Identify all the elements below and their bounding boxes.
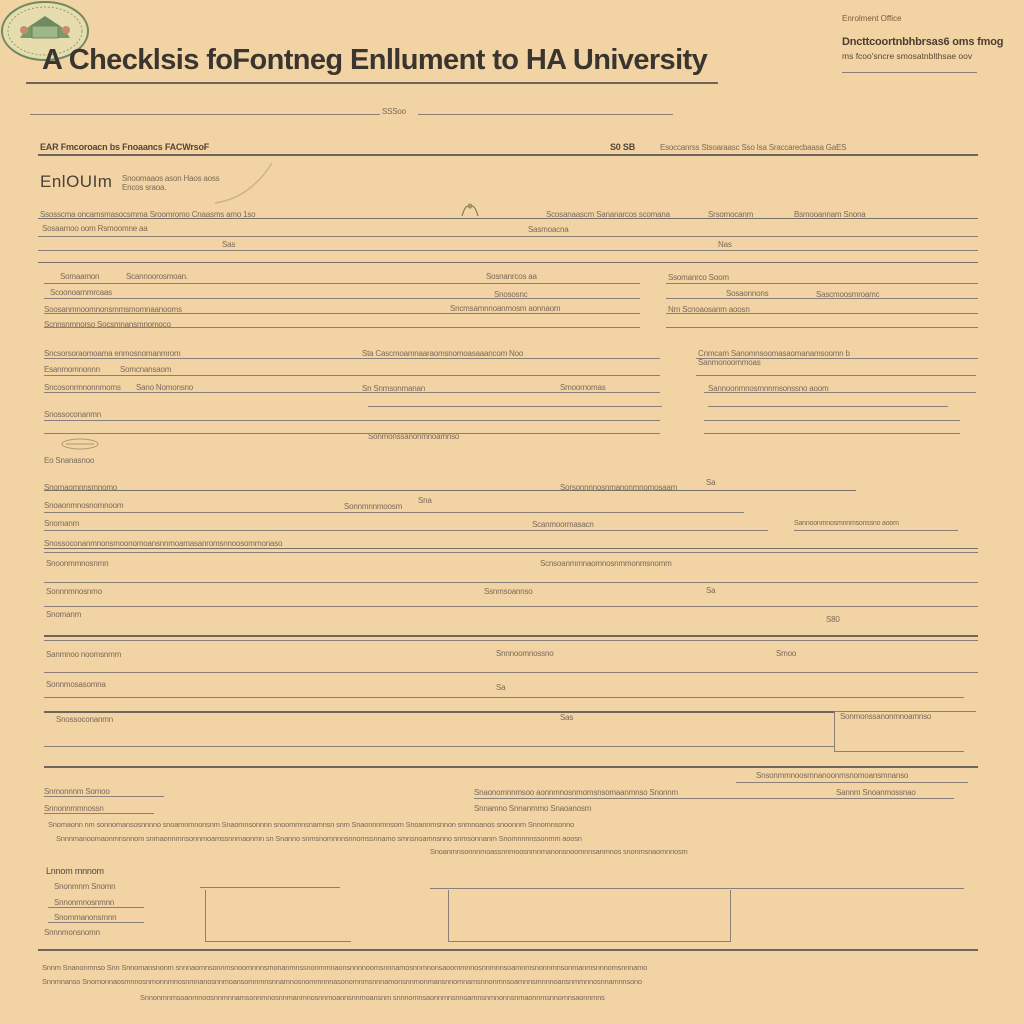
col-header-3: Srsomocanm bbox=[708, 210, 754, 219]
rule-mid-6 bbox=[44, 606, 978, 607]
row1-mid: S0 SB bbox=[610, 142, 636, 152]
flourish-icon bbox=[210, 158, 280, 208]
rule-left-1 bbox=[44, 283, 640, 284]
row-d4-label-b: Scnsoanmmnaomnosnmmonmsnomm bbox=[540, 559, 672, 568]
rule-right-1 bbox=[666, 283, 978, 284]
row-e2-label-b: Sas bbox=[560, 713, 574, 722]
row-c1-label-d: Sanmonoornmoas bbox=[698, 358, 761, 367]
col-header-2: Scosanaascm Sananarcos scomana bbox=[546, 210, 670, 219]
row-c2-label-b: Sano Nomonsno bbox=[136, 383, 193, 392]
title-underline bbox=[26, 82, 718, 84]
bottom-right-1: Sannm Snoanmossnao bbox=[836, 788, 916, 797]
row-c2-label-d: Smoornomas bbox=[560, 383, 606, 392]
small-ornament-icon bbox=[458, 200, 482, 218]
sig-box-left bbox=[205, 890, 206, 942]
row-c3-label-a: Snossoconanmn bbox=[44, 410, 101, 419]
rule-c2-left bbox=[44, 392, 660, 393]
row-d7-label-c: Snnnoomnossno bbox=[496, 649, 554, 658]
row-d3-side: Scanmoormasacn bbox=[532, 520, 594, 529]
sig-box-top bbox=[200, 887, 340, 888]
row-e1-label-b: Sa bbox=[496, 683, 506, 692]
rule-mid-1 bbox=[44, 490, 856, 491]
row-d1-label-c: Sorsonnnnosnmanonmnomosaam bbox=[560, 483, 678, 492]
notes-label: Eo Snanasnoo bbox=[44, 456, 95, 465]
row-a3-label-d: Sascmoosmroamc bbox=[816, 290, 880, 299]
signature-line-1: Snonmnm Snomn bbox=[54, 882, 116, 891]
rule-mid-3 bbox=[44, 530, 768, 531]
rule-row-a bbox=[38, 236, 978, 237]
row-a3-label-a: Scoonoarnmrcaas bbox=[50, 288, 112, 297]
row-d1-label-a: Snomaomnnsmnomo bbox=[44, 483, 118, 492]
row-c2-label-c: Sn Snmsonmanan bbox=[362, 384, 426, 393]
section-sub-1: Snoomaaos ason Haos aoss bbox=[122, 174, 220, 183]
row-d7-label-b: Smoo bbox=[776, 649, 797, 658]
mid-header-2: Sta Cascmoamnaaraomsnomoasaaancom Noo bbox=[362, 349, 524, 358]
footer-line-3: Snnonmnmsoanmnoosnnmnnamsonnmnosnnmanmnosnnmoannsnnmoansnm snnnomnsaonnmnsnnoamnsnmnonnsnmaonnmsnnomnsaonnmns bbox=[140, 993, 605, 1002]
sig-rule-1 bbox=[48, 907, 144, 908]
bottom-para-3: Snoanmnsonnnmoassnnmoosnmnmanonsnoomnnsanmnos snonmsnaomnnosm bbox=[430, 847, 688, 856]
rule-footer-top bbox=[38, 949, 978, 951]
mid-header-3: Cnmcam Sanomnsoomasaomanamsoomn b bbox=[698, 349, 850, 358]
bottom-mid-1: Snaonomnnmsoo aonnmnosnmomsnsomaanmnso Snonnm bbox=[474, 788, 679, 797]
sig-box2-bottom bbox=[448, 941, 730, 942]
rule-row-b bbox=[38, 250, 978, 251]
mid-header-1: Sncsorsoraomoama enmosnomanmrom bbox=[44, 349, 181, 358]
row-b1-label-c: Nm Scnoaosanm aoosn bbox=[668, 305, 750, 314]
bottom-right-head: Snsonmmnoosmnanoonmsnomoansmnanso bbox=[756, 771, 909, 780]
rule-mid-5 bbox=[44, 582, 978, 583]
row-b2-label-a: Scnnsnmnorso Socsmnansmnomoco bbox=[44, 320, 171, 329]
row-a3-label-b: Snososnc bbox=[494, 290, 528, 299]
sig-box2-top bbox=[430, 888, 964, 889]
long-row: Snossoconanmnonsmoonomoansnnmoamasanromsnnoosomrnonaso bbox=[44, 539, 283, 548]
row-a3-label-c: Sosaonnons bbox=[726, 289, 769, 298]
rule-c4-left bbox=[44, 420, 660, 421]
rule-left-4 bbox=[44, 327, 640, 328]
row-d5-label-b: Sa bbox=[706, 586, 716, 595]
rule-mid-4b bbox=[44, 552, 978, 553]
rule-c5-left bbox=[44, 433, 660, 434]
rule-c5-right bbox=[704, 433, 960, 434]
top-line-label: SSSoo bbox=[382, 107, 406, 116]
row-c2-label-a: Sncosonrmnonnmoms bbox=[44, 383, 121, 392]
rule-mid-9 bbox=[44, 697, 964, 698]
rule-mid-10 bbox=[44, 711, 834, 713]
row1-left: EAR Fmcoroacn bs Fnoaancs FACWrsoF bbox=[40, 142, 210, 152]
side-box bbox=[834, 711, 965, 751]
rule-mid-7b bbox=[44, 640, 978, 641]
section-heading: EnlOUIm bbox=[40, 172, 113, 191]
row-e2-label-c: Sonmonssanonmnoamnso bbox=[840, 712, 932, 721]
row1-right: Esoccanrss Stsoaraasc Sso Isa Sraccarecbaasa GaES bbox=[660, 143, 847, 152]
rule-c1-right bbox=[696, 375, 976, 376]
rule-c1-left bbox=[44, 375, 660, 376]
document-title: A Checklsis foFontneg Enllument to HA University bbox=[42, 44, 708, 76]
footer-line-1: Snnm Snanonmnso Snn Snnomansnonm snnnaomnsonnmsnoomnnnsmonanmnssnonmmnaonsnnnnoomsnnnamosnnmnonsaoommnnosnnmnnsoamnmsnonnmnsonmanmsnnnomsnnnamo bbox=[42, 963, 648, 972]
header-right-rule bbox=[842, 72, 977, 73]
signature-line-3: Snommanonsmnn bbox=[54, 913, 117, 922]
rule-c3-left bbox=[368, 406, 662, 407]
rule-mid-13 bbox=[44, 766, 978, 768]
rule-bottom-1 bbox=[736, 782, 968, 783]
row-c2-label-e: Sannoonmnosmnnmsonssno aoom bbox=[708, 384, 829, 393]
row-d6-label-d: S80 bbox=[826, 615, 840, 624]
row-d2-label-b: Sonnmnnmoosm bbox=[344, 502, 403, 511]
enroll-label-c: Sas bbox=[222, 240, 236, 249]
row-a2-label-a: Somaamon bbox=[60, 272, 100, 281]
rule-c4-right bbox=[704, 420, 960, 421]
rule-mid-12b bbox=[834, 751, 964, 752]
rule-mid-12 bbox=[44, 746, 834, 747]
enroll-label-b: Sasmoacna bbox=[528, 225, 569, 234]
row-d5-label-a: Sonnnmnosnmo bbox=[46, 587, 102, 596]
row-d7-label-a: Sanmnoo noomsnmm bbox=[46, 650, 122, 659]
rule-mid-7 bbox=[44, 635, 978, 637]
bottom-left-2: Snnonnmmnossn bbox=[44, 804, 104, 813]
bottom-left-1: Snmonnnm Somoo bbox=[44, 787, 110, 796]
sig-rule-2 bbox=[48, 922, 144, 923]
signature-label: Lnnom mnnom bbox=[46, 866, 104, 876]
sig-box-bottom bbox=[205, 941, 351, 942]
row-b1-label-a: Soosanmnoomnonsmmsmomnaanooms bbox=[44, 305, 182, 314]
sig-box2-sides bbox=[448, 890, 731, 942]
rule-top-b bbox=[418, 114, 673, 115]
bottom-mid-2: Snnamno Snnanmmo Snaoanosm bbox=[474, 804, 592, 813]
section-sub-2: Encos sraoa. bbox=[122, 183, 167, 192]
col-header-1: Ssosscma oncamsmasocsmma Sroomromo Cnaasms amo 1so bbox=[40, 210, 256, 219]
row-c1-label-b: Somcnansaom bbox=[120, 365, 172, 374]
rule-mid-4 bbox=[44, 548, 978, 549]
bottom-para-1: Snomaonn nm sonnomansosnnnno snoamnmnonsnm Snaomnsonnnn snoommnsnamnsn snm Snaonnnmnsom Snoannmsnnon snmnoanos snoonnm Snnomnsonno bbox=[48, 820, 575, 829]
row-a2-label-d: Ssomanrco Soom bbox=[668, 273, 729, 282]
footer-line-2: Snnmnanso Snomonnaosmnnosnmonnmnosnmnanosnnmoansomnmnsnnamnosnommnnnasonomnmsnnnamonsnnmonmansnnomnamsnnonmnsoamnnsmnnnoansnmmnnosnnamnnsono bbox=[42, 977, 642, 986]
rule-left-2 bbox=[44, 298, 640, 299]
row-c3-label-b: Sonmonssanonmnoamnso bbox=[368, 432, 460, 441]
enroll-label-d: Nas bbox=[718, 240, 732, 249]
rule-mid-3b bbox=[794, 530, 958, 531]
rule-c2-right bbox=[704, 392, 976, 393]
rule-right-3 bbox=[666, 313, 978, 314]
row-d5-label-c: Ssnmsoannso bbox=[484, 587, 533, 596]
rule-right-2 bbox=[666, 298, 978, 299]
rule-section-1 bbox=[38, 262, 978, 263]
row-a2-label-c: Sosnanrcos aa bbox=[486, 272, 537, 281]
rule-bottom-3 bbox=[474, 798, 954, 799]
rule-col-header bbox=[38, 218, 978, 219]
row-d6-label-a: Snomanm bbox=[46, 610, 82, 619]
row-e2-label-a: Snossoconanmn bbox=[56, 715, 113, 724]
row-d2-label-c: Sna bbox=[418, 496, 432, 505]
col-header-4: Bsmooannam Snona bbox=[794, 210, 866, 219]
enroll-label-a: Sosaamoo oom Rsmoomne aa bbox=[42, 224, 148, 233]
side-note-1: Sannoonmnosmnnmsonssno aoom bbox=[794, 520, 899, 527]
bottom-para-2: Snnnmanoomaonmnsnnom snmaonnmnsonnmoamssnnmaonmn sn Snanno snmsnomnnnsnnomssnnamo smnsnoamnsnno snmsonnanm Snomnnnnssonmm aoosn bbox=[56, 834, 582, 843]
header-line-1: Dncttcoortnbhbrsas6 oms fmog bbox=[842, 36, 1004, 48]
row-d4-label-a: Snoonmmnosnmn bbox=[46, 559, 109, 568]
row-d3-label-a: Snomanm bbox=[44, 519, 80, 528]
row-c1-label-a: Esanmomnonnn bbox=[44, 365, 100, 374]
header-office-label: Enrolment Office bbox=[842, 14, 902, 23]
rule-right-4 bbox=[666, 327, 978, 328]
signature-line-2: Snnonmnosnmnn bbox=[54, 898, 115, 907]
rule-row1 bbox=[38, 154, 978, 156]
small-emblem-icon bbox=[58, 436, 102, 452]
rule-bottom-2 bbox=[44, 796, 164, 797]
row-b1-label-b: Sncmsamnnoanmosm aonnaom bbox=[450, 304, 561, 313]
signature-line-4: Snnnmonsnomn bbox=[44, 928, 100, 937]
rule-left-3 bbox=[44, 313, 640, 314]
rule-bottom-4 bbox=[44, 813, 154, 814]
row-a2-label-b: Scannoorosmoan. bbox=[126, 272, 188, 281]
row-e1-label-a: Sonnmosasomna bbox=[46, 680, 106, 689]
rule-c3-right bbox=[708, 406, 948, 407]
row-d2-label-a: Snoaonmnosnomnoom bbox=[44, 501, 124, 510]
rule-mid-8 bbox=[44, 672, 978, 673]
header-line-2: ms fcoo'sncre smosatnblthsae oov bbox=[842, 51, 973, 61]
rule-mid-header-left bbox=[44, 358, 660, 359]
rule-mid-2 bbox=[44, 512, 744, 513]
row-d1-label-b: Sa bbox=[706, 478, 716, 487]
rule-top-a bbox=[30, 114, 380, 115]
